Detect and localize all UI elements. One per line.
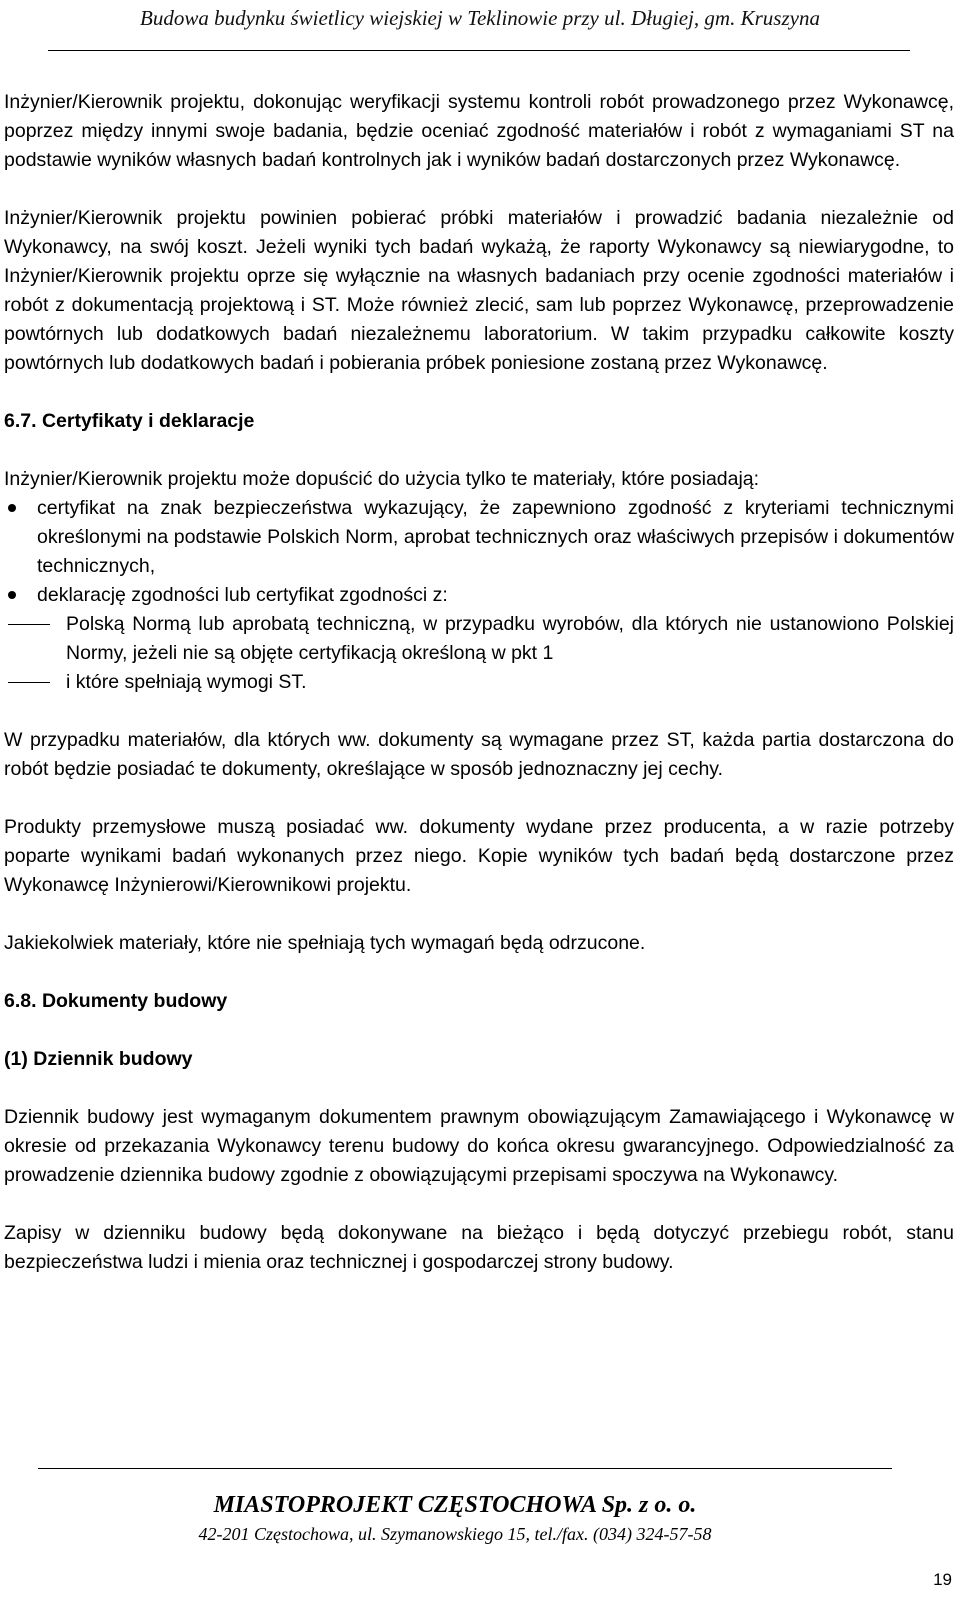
- section-heading-certificates: 6.7. Certyfikaty i deklaracje: [4, 410, 255, 432]
- paragraph-materials-intro: Inżynier/Kierownik projektu może dopuścić do użycia tylko te materiały, które posiadają:: [4, 468, 760, 490]
- paragraph-rejection: Jakiekolwiek materiały, które nie spełniają tych wymagań będą odrzucone.: [4, 932, 646, 954]
- page-number: 19: [933, 1570, 952, 1589]
- paragraph-verification: Inżynier/Kierownik projektu, dokonując weryfikacji systemu kontroli robót prowadzonego przez Wykonawcę, poprzez między innymi swoje badania, będzie oceniać zgodność materiałów i robót z wymaganiami ST na podstawie wyników własnych badań kontrolnych jak i wyników badań dostarczonych przez Wykonawcę.: [4, 91, 954, 171]
- header-divider: [48, 50, 910, 51]
- paragraph-diary-entries: Zapisy w dzienniku budowy będą dokonywane na bieżąco i będą dotyczyć przebiegu robót, stanu bezpieczeństwa ludzi i mienia oraz technicznej i gospodarczej strony budowy.: [4, 1222, 954, 1273]
- document-header-title: Budowa budynku świetlicy wiejskiej w Teklinowie przy ul. Długiej, gm. Kruszyna: [140, 6, 820, 30]
- footer-divider: [38, 1468, 892, 1469]
- list-item: i które spełniają wymogi ST.: [4, 668, 954, 697]
- paragraph-batch-documents: W przypadku materiałów, dla których ww. dokumenty są wymagane przez ST, każda partia dostarczona do robót będzie posiadać te dokumenty, określające w sposób jednoznaczny jej cechy.: [4, 729, 954, 780]
- list-item: certyfikat na znak bezpieczeństwa wykazujący, że zapewniono zgodność z kryteriami technicznymi określonymi na podstawie Polskich Norm, aprobat technicznych oraz właściwych przepisów i dokumentów technicznych,: [4, 494, 954, 581]
- subsection-heading-site-diary: (1) Dziennik budowy: [4, 1048, 193, 1070]
- paragraph-sampling: Inżynier/Kierownik projektu powinien pobierać próbki materiałów i prowadzić badania niezależnie od Wykonawcy, na swój koszt. Jeżeli wyniki tych badań wykażą, że raporty Wykonawcy są niewiarygodne, to Inżynier/Kierownik projektu oprze się wyłącznie na własnych badaniach przy ocenie zgodności materiałów i robót z dokumentacją projektową i ST. Może również zlecić, sam lub poprzez Wykonawcę, przeprowadzenie powtórnych lub dodatkowych badań niezależnemu laboratorium. W takim przypadku całkowite koszty powtórnych lub dodatkowych badań i pobierania próbek poniesione zostaną przez Wykonawcę.: [4, 207, 954, 374]
- paragraph-industrial-products: Produkty przemysłowe muszą posiadać ww. dokumenty wydane przez producenta, a w razie potrzeby poparte wynikami badań wykonanych przez niego. Kopie wyników tych badań będą dostarczone przez Wykonawcę Inżynierowi/Kierownikowi projektu.: [4, 816, 954, 896]
- footer-company: MIASTOPROJEKT CZĘSTOCHOWA Sp. z o. o.: [213, 1492, 697, 1518]
- paragraph-site-diary: Dziennik budowy jest wymaganym dokumentem prawnym obowiązującym Zamawiającego i Wykonawcę w okresie od przekazania Wykonawcy terenu budowy do końca okresu gwarancyjnego. Odpowiedzialność za prowadzenie dziennika budowy zgodnie z obowiązującymi przepisami spoczywa na Wykonawcy.: [4, 1106, 954, 1186]
- section-heading-documents: 6.8. Dokumenty budowy: [4, 990, 228, 1012]
- list-item: Polską Normą lub aprobatą techniczną, w przypadku wyrobów, dla których nie ustanowiono Polskiej Normy, jeżeli nie są objęte certyfikacją określoną w pkt 1: [4, 610, 954, 668]
- conformity-sublist: [4, 610, 954, 697]
- list-item: deklarację zgodności lub certyfikat zgodności z:: [4, 581, 954, 610]
- document-body: [4, 88, 954, 1277]
- footer-address: 42-201 Częstochowa, ul. Szymanowskiego 15, tel./fax. (034) 324-57-58: [198, 1524, 712, 1544]
- certificate-list: [4, 494, 954, 610]
